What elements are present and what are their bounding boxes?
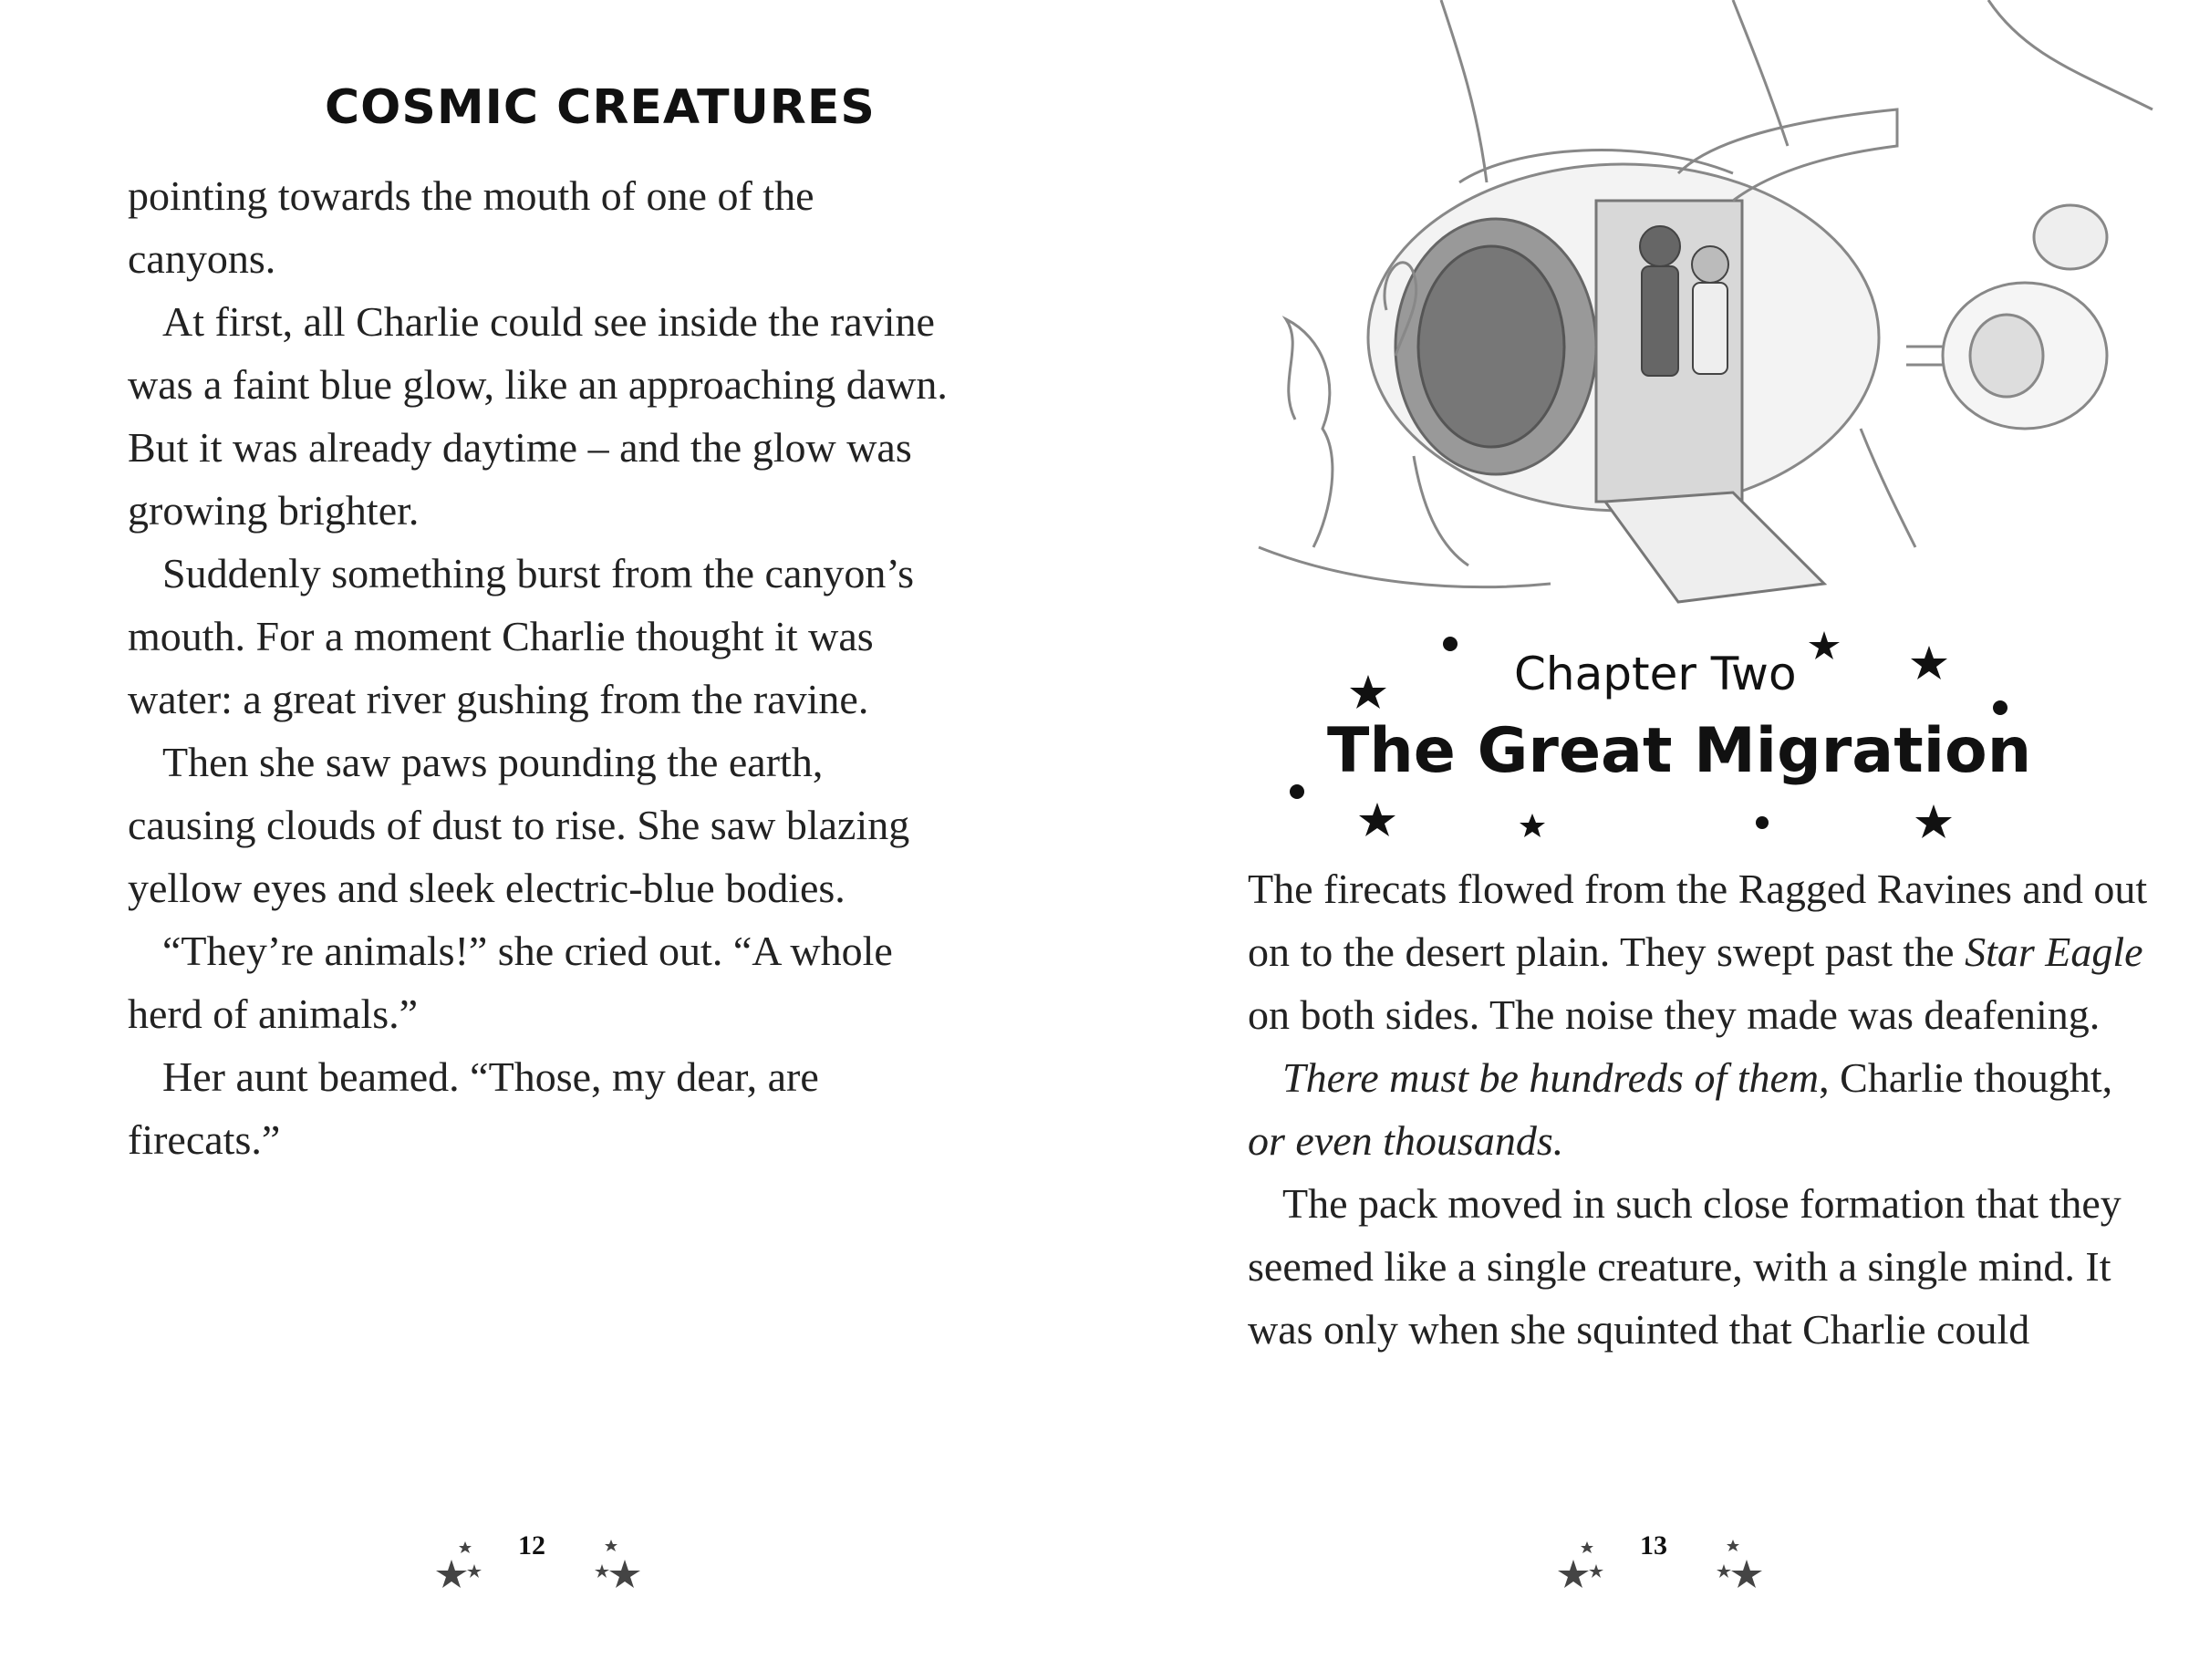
left-paragraph-4: Then she saw paws pounding the earth, causing clouds of dust to rise. She saw blazing yellow eyes and sleek electric-blue bodies.: [128, 739, 910, 911]
chapter-label: Chapter Two: [1514, 648, 1797, 700]
right-paragraph-2-thought-a: There must be hundreds of them: [1282, 1054, 1820, 1101]
left-body-text: [128, 164, 949, 1171]
right-body-text: [1248, 857, 2160, 1361]
spaceship-illustration: [1167, 0, 2189, 638]
page-number: 13: [1640, 1530, 1667, 1561]
right-paragraph-1-text-c: on both sides. The noise they made was deafening.: [1248, 991, 2101, 1038]
left-paragraph-3: Suddenly something burst from the canyon’s mouth. For a moment Charlie thought it was water: a great river gushing from the ravine.: [128, 550, 915, 722]
page-number: 12: [518, 1530, 545, 1561]
right-paragraph-3: The pack moved in such close formation that they seemed like a single creature, with a single mind. It was only when she squinted that Charlie could: [1248, 1180, 2122, 1353]
chapter-heading: [1094, 620, 2189, 857]
right-paragraph-1: [1248, 857, 2160, 1046]
right-paragraph-1-text-a: The firecats flowed from the Ragged Ravines and out on to the desert plain. They swept past the: [1248, 866, 2148, 975]
left-page-footer: [429, 1514, 648, 1596]
left-paragraph-2: At first, all Charlie could see inside the ravine was a faint blue glow, like an approaching dawn. But it was already daytime – and the glow was growing brighter.: [128, 298, 948, 534]
right-paragraph-2-thought-c: or even thousands.: [1248, 1117, 1564, 1164]
left-paragraph-6: Her aunt beamed. “Those, my dear, are firecats.”: [128, 1053, 819, 1163]
right-paragraph-2-text-b: , Charlie thought,: [1819, 1054, 2113, 1101]
right-paragraph-2: [1248, 1046, 2160, 1172]
right-page: [1094, 0, 2189, 1680]
ship-name-star-eagle: Star Eagle: [1965, 928, 2143, 975]
right-page-footer: [1551, 1514, 1769, 1596]
left-paragraph-1: pointing towards the mouth of one of the canyons.: [128, 172, 814, 282]
left-page: [0, 0, 1094, 1680]
chapter-title: The Great Migration: [1327, 715, 2032, 787]
running-head: COSMIC CREATURES: [325, 80, 876, 135]
left-paragraph-5: “They’re animals!” she cried out. “A whole herd of animals.”: [128, 928, 893, 1037]
